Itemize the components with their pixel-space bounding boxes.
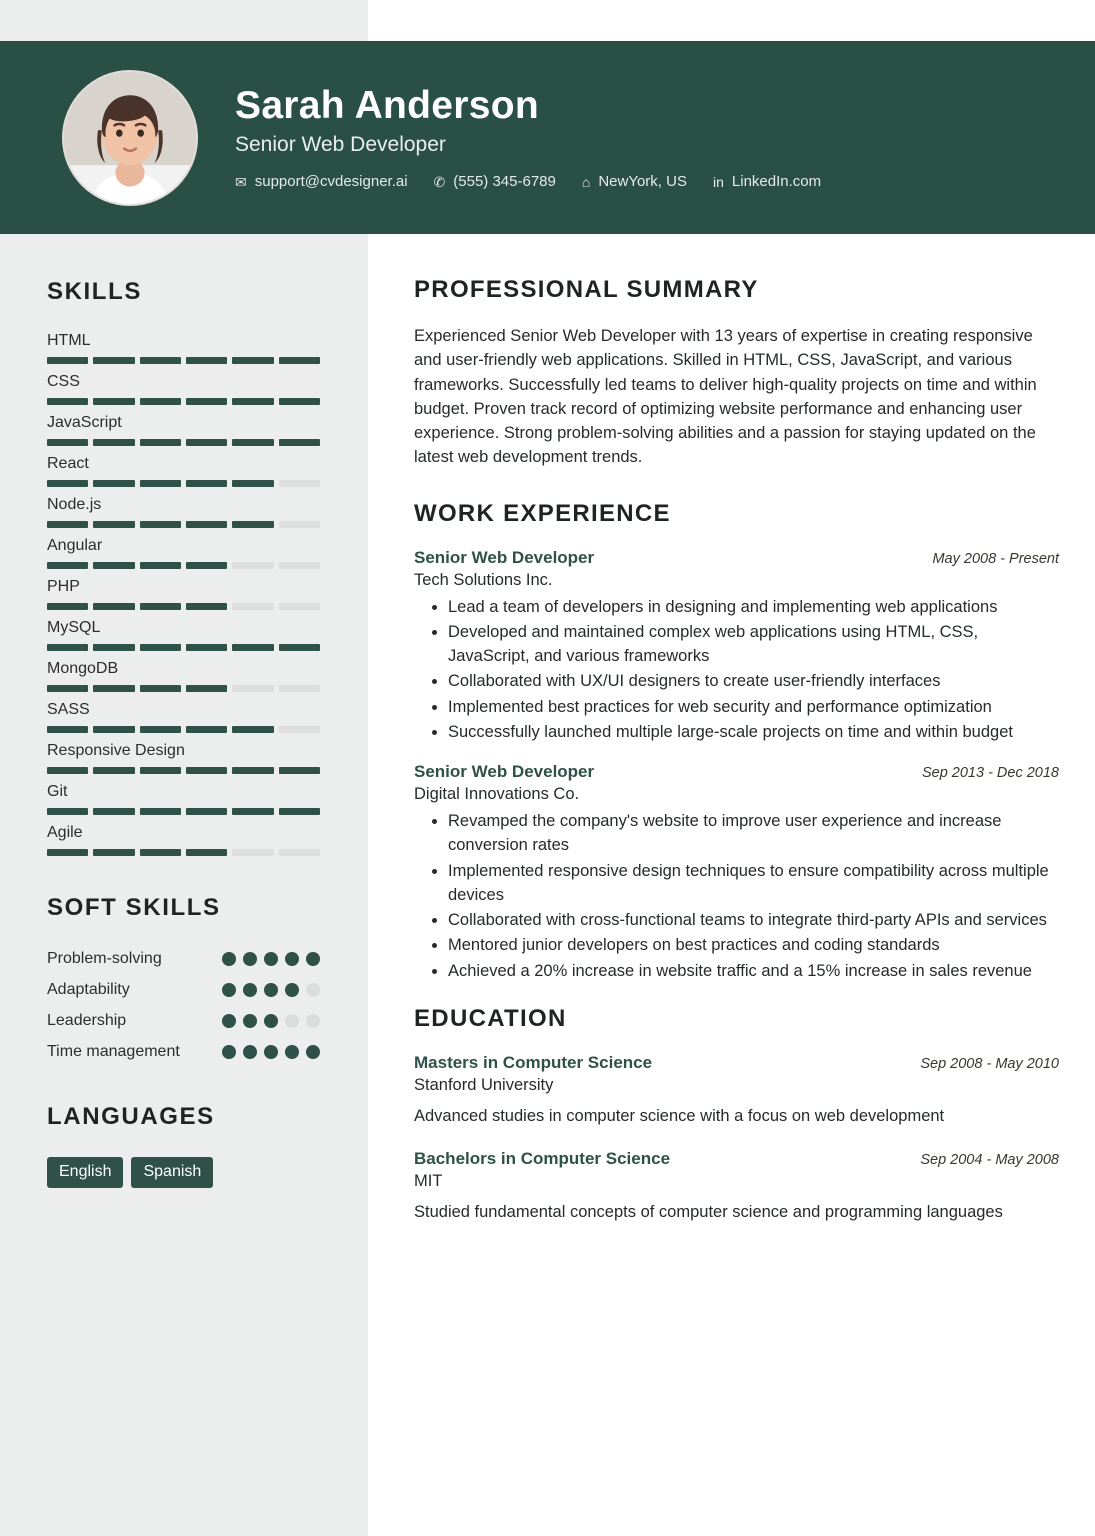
list-item: • Collaborated with cross-functional teams to integrate third-party APIs and services (448, 908, 1059, 932)
list-item: • Collaborated with UX/UI designers to create user-friendly interfaces (448, 669, 1059, 693)
skill-level-segment (93, 357, 134, 364)
experience-bullets (414, 809, 1059, 983)
skill-level-segment (186, 849, 227, 856)
skill-level-bar (47, 767, 320, 774)
skill-level-segment (279, 726, 320, 733)
soft-skill-label: Adaptability (47, 981, 130, 998)
soft-skill-rating (222, 979, 320, 997)
contact-email-text: support@cvdesigner.ai (254, 173, 408, 191)
soft-skill-item (47, 1041, 320, 1063)
skill-level-bar (47, 808, 320, 815)
skill-level-bar (47, 562, 320, 569)
skill-level-segment (47, 439, 88, 446)
skill-level-segment (140, 603, 181, 610)
education-header (414, 1149, 1059, 1169)
skill-level-segment (93, 562, 134, 569)
skill-level-segment (279, 480, 320, 487)
skill-level-segment (186, 685, 227, 692)
skill-level-segment (140, 398, 181, 405)
skill-level-segment (47, 726, 88, 733)
soft-skill-label: Problem-solving (47, 950, 162, 967)
skill-level-segment (279, 603, 320, 610)
skill-level-segment (47, 562, 88, 569)
skill-level-segment (279, 644, 320, 651)
skill-level-segment (186, 480, 227, 487)
skill-label: CSS (47, 373, 80, 390)
skill-level-segment (93, 767, 134, 774)
soft-skill-rating (222, 1010, 320, 1028)
experience-title: Senior Web Developer (414, 547, 595, 567)
education-description: Studied fundamental concepts of computer science and programming languages (414, 1202, 1003, 1221)
skill-level-segment (186, 726, 227, 733)
rating-dot (306, 1014, 320, 1028)
skill-level-segment (232, 562, 273, 569)
education-date: Sep 2004 - May 2008 (920, 1151, 1059, 1168)
list-item: • Developed and maintained complex web applications using HTML, CSS, JavaScript, and various frameworks (448, 620, 1059, 669)
page-title: Sarah Anderson (235, 83, 539, 127)
skill-level-segment (232, 726, 273, 733)
skill-level-segment (279, 808, 320, 815)
skill-item (47, 373, 320, 405)
soft-skills-list (47, 948, 320, 1063)
experience-company: Tech Solutions Inc. (414, 570, 553, 589)
experience-date: May 2008 - Present (932, 550, 1059, 567)
skill-label: Agile (47, 824, 83, 841)
education-date: Sep 2008 - May 2010 (920, 1055, 1059, 1072)
rating-dot (285, 1045, 299, 1059)
rating-dot (243, 952, 257, 966)
soft-skill-label: Leadership (47, 1012, 127, 1029)
skill-label: SASS (47, 701, 90, 718)
rating-dot (243, 1014, 257, 1028)
language-chip: Spanish (131, 1157, 213, 1188)
experience-company: Digital Innovations Co. (414, 785, 580, 803)
skill-level-segment (93, 849, 134, 856)
skill-label: JavaScript (47, 414, 122, 431)
skill-level-segment (279, 767, 320, 774)
skill-level-segment (186, 767, 227, 774)
skill-level-segment (186, 808, 227, 815)
soft-skill-item (47, 948, 320, 970)
soft-skill-rating (222, 1041, 320, 1059)
skill-level-segment (232, 398, 273, 405)
skill-level-segment (93, 726, 134, 733)
skill-item (47, 537, 320, 569)
skill-level-bar (47, 685, 320, 692)
skills-list (47, 332, 320, 856)
skill-item (47, 619, 320, 651)
skill-label: Node.js (47, 496, 102, 513)
skill-level-segment (93, 398, 134, 405)
rating-dot (243, 1045, 257, 1059)
skill-level-segment (140, 644, 181, 651)
skill-level-segment (186, 603, 227, 610)
education-header (414, 1053, 1059, 1073)
skill-level-segment (232, 767, 273, 774)
skills-section-title: SKILLS (47, 278, 142, 305)
skill-level-segment (186, 357, 227, 364)
contact-list (235, 173, 821, 190)
skill-level-segment (279, 439, 320, 446)
experience-title: Senior Web Developer (414, 762, 595, 781)
contact-phone-text: (555) 345-6789 (453, 173, 556, 191)
rating-dot (285, 983, 299, 997)
skill-level-segment (279, 685, 320, 692)
skill-level-segment (140, 480, 181, 487)
rating-dot (222, 1045, 236, 1059)
languages-section-title: LANGUAGES (47, 1103, 215, 1130)
skill-level-segment (279, 849, 320, 856)
education-list (414, 1053, 1059, 1225)
skill-level-segment (232, 603, 273, 610)
education-section-title: EDUCATION (414, 1004, 567, 1032)
skill-level-segment (47, 603, 88, 610)
skill-item (47, 783, 320, 815)
contact-linkedin-text: LinkedIn.com (731, 173, 822, 191)
education-item (414, 1053, 1059, 1129)
rating-dot (306, 983, 320, 997)
education-degree: Masters in Computer Science (414, 1052, 653, 1072)
rating-dot (222, 983, 236, 997)
skill-level-segment (140, 849, 181, 856)
list-item: • Revamped the company's website to improve user experience and increase conversion rates (448, 809, 1059, 858)
skill-label: Responsive Design (47, 742, 185, 759)
skill-level-bar (47, 357, 320, 364)
education-school: MIT (414, 1171, 443, 1190)
skill-label: MySQL (47, 619, 101, 636)
skill-label: PHP (47, 578, 80, 595)
skill-level-segment (47, 357, 88, 364)
rating-dot (285, 1014, 299, 1028)
skill-level-segment (279, 562, 320, 569)
resume-header (0, 41, 1095, 234)
skill-level-segment (232, 644, 273, 651)
rating-dot (222, 952, 236, 966)
skill-level-segment (232, 480, 273, 487)
phone-icon: ✆ (433, 173, 446, 190)
skill-level-bar (47, 480, 320, 487)
experience-list (414, 548, 1059, 983)
skill-level-segment (232, 357, 273, 364)
skill-level-segment (93, 685, 134, 692)
skill-level-segment (93, 480, 134, 487)
skill-label: Git (47, 783, 68, 800)
skill-level-segment (140, 439, 181, 446)
skill-level-segment (279, 357, 320, 364)
rating-dot (264, 983, 278, 997)
main-column (414, 234, 1059, 1245)
soft-skill-rating (222, 948, 320, 966)
skill-level-segment (140, 685, 181, 692)
contact-linkedin[interactable] (713, 173, 821, 190)
skill-level-bar (47, 521, 320, 528)
skill-item (47, 496, 320, 528)
skill-item (47, 824, 320, 856)
education-description: Advanced studies in computer science with a focus on web development (414, 1106, 945, 1125)
education-school: Stanford University (414, 1075, 554, 1094)
rating-dot (222, 1014, 236, 1028)
rating-dot (264, 1014, 278, 1028)
contact-email[interactable] (235, 173, 408, 190)
skill-level-segment (47, 767, 88, 774)
skill-level-segment (93, 603, 134, 610)
education-item (414, 1149, 1059, 1225)
skill-level-segment (47, 480, 88, 487)
job-role-subtitle: Senior Web Developer (235, 133, 446, 157)
skill-label: React (47, 455, 89, 472)
skill-level-segment (140, 726, 181, 733)
list-item: • Mentored junior developers on best practices and coding standards (448, 933, 1059, 957)
skill-level-segment (232, 439, 273, 446)
email-icon: ✉ (235, 173, 247, 190)
skill-level-segment (186, 521, 227, 528)
skill-level-segment (186, 398, 227, 405)
skill-level-segment (232, 808, 273, 815)
location-icon: ⌂ (581, 173, 591, 190)
skill-level-segment (140, 767, 181, 774)
skill-level-bar (47, 439, 320, 446)
skill-level-segment (140, 521, 181, 528)
soft-skill-label: Time management (47, 1043, 180, 1060)
skill-level-segment (279, 398, 320, 405)
contact-location (582, 173, 687, 190)
rating-dot (243, 983, 257, 997)
skill-level-segment (140, 357, 181, 364)
summary-section-title: PROFESSIONAL SUMMARY (414, 276, 759, 303)
rating-dot (306, 1045, 320, 1059)
skill-level-segment (93, 644, 134, 651)
skill-level-segment (232, 685, 273, 692)
experience-bullets (414, 595, 1059, 745)
skill-level-segment (186, 644, 227, 651)
skill-level-segment (186, 562, 227, 569)
skill-item (47, 414, 320, 446)
skill-level-bar (47, 603, 320, 610)
skill-level-segment (47, 521, 88, 528)
skill-level-bar (47, 726, 320, 733)
soft-skills-section-title: SOFT SKILLS (47, 894, 221, 921)
skill-level-segment (186, 439, 227, 446)
skill-label: HTML (47, 332, 91, 349)
skill-level-segment (93, 439, 134, 446)
skill-level-bar (47, 849, 320, 856)
rating-dot (306, 952, 320, 966)
skill-item (47, 455, 320, 487)
experience-section-title: WORK EXPERIENCE (414, 499, 671, 527)
skill-level-segment (93, 808, 134, 815)
skill-label: Angular (47, 537, 103, 554)
rating-dot (264, 952, 278, 966)
skill-item (47, 701, 320, 733)
soft-skill-item (47, 1010, 320, 1032)
skill-level-segment (140, 562, 181, 569)
contact-phone[interactable] (434, 173, 556, 190)
experience-item (414, 762, 1059, 983)
skill-item (47, 578, 320, 610)
skill-label: MongoDB (47, 660, 119, 677)
experience-header (414, 548, 1059, 568)
avatar (62, 70, 198, 206)
soft-skill-item (47, 979, 320, 1001)
list-item: • Implemented responsive design techniques to ensure compatibility across multiple devices (448, 859, 1059, 908)
list-item: • Lead a team of developers in designing and implementing web applications (448, 595, 1059, 619)
skill-level-segment (47, 849, 88, 856)
skill-level-segment (93, 521, 134, 528)
skill-level-bar (47, 644, 320, 651)
skill-level-segment (232, 521, 273, 528)
skill-level-segment (140, 808, 181, 815)
skill-level-segment (47, 685, 88, 692)
experience-date: Sep 2013 - Dec 2018 (921, 765, 1059, 781)
summary-text: Experienced Senior Web Developer with 13 years of expertise in creating responsive and user-friendly web applications. Skilled in HTML, CSS, JavaScript, and various frameworks. Successfully led teams to deliver high-quality projects on time and within budget. Proven track record of optimizing website performance and enhancing user experience. Strong problem-solving abilities and a passion for staying updated on the latest web development trends. (414, 327, 1037, 467)
list-item: • Achieved a 20% increase in website traffic and a 15% increase in sales revenue (448, 959, 1059, 983)
skill-level-bar (47, 398, 320, 405)
sidebar (0, 234, 368, 1188)
skill-level-segment (47, 808, 88, 815)
skill-level-segment (47, 644, 88, 651)
experience-item (414, 548, 1059, 745)
languages-list (47, 1157, 320, 1188)
contact-location-text: NewYork, US (598, 173, 687, 191)
rating-dot (285, 952, 299, 966)
skill-item (47, 742, 320, 774)
skill-item (47, 332, 320, 364)
rating-dot (264, 1045, 278, 1059)
skill-level-segment (47, 398, 88, 405)
list-item: • Implemented best practices for web security and performance optimization (448, 695, 1059, 719)
language-chip: English (47, 1157, 123, 1188)
skill-level-segment (279, 521, 320, 528)
experience-header (414, 762, 1059, 782)
list-item: • Successfully launched multiple large-scale projects on time and within budget (448, 720, 1059, 744)
skill-item (47, 660, 320, 692)
linkedin-icon: in (712, 173, 724, 190)
skill-level-segment (232, 849, 273, 856)
education-degree: Bachelors in Computer Science (414, 1148, 671, 1168)
